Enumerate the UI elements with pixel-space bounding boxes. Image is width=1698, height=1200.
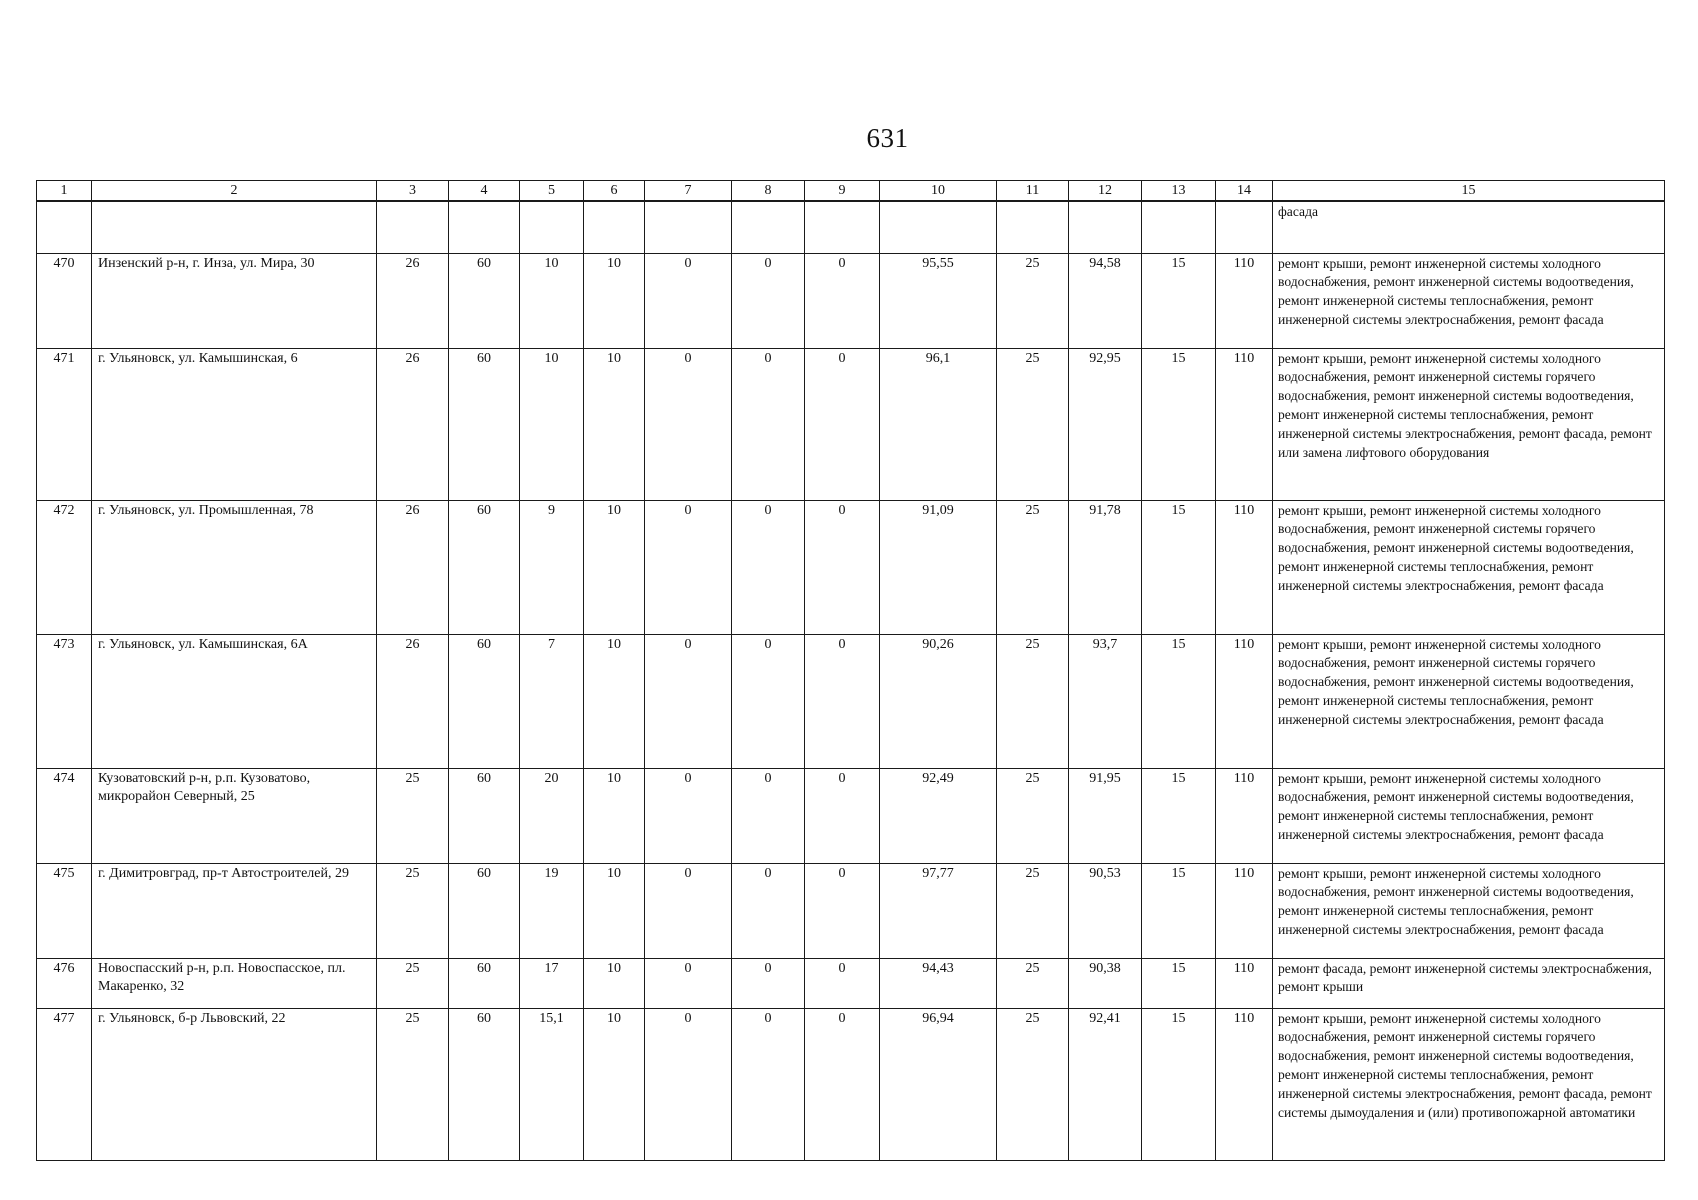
row-number-cell: 477 [37,1008,92,1160]
works-cell: ремонт крыши, ремонт инженерной системы холодного водоснабжения, ремонт инженерной системы горячего водоснабжения, ремонт инженерной системы водоотведения, ремонт инженерной системы теплоснабжения, ремонт инженерной системы электроснабжения, ремонт фасада [1273,500,1665,634]
address-cell: г. Димитровград, пр-т Автостроителей, 29 [92,863,377,958]
value-cell-c9: 0 [805,634,880,768]
value-cell-c6: 10 [584,634,645,768]
value-cell-c14: 110 [1216,500,1273,634]
value-cell-c6: 10 [584,500,645,634]
value-cell-c11: 25 [997,348,1069,500]
value-cell-c10: 96,1 [880,348,997,500]
value-cell-c12: 92,95 [1069,348,1142,500]
value-cell-c8: 0 [732,500,805,634]
column-header: 13 [1142,181,1216,202]
table-row [37,1008,1665,1160]
value-cell-c9: 0 [805,253,880,348]
value-cell-c9: 0 [805,348,880,500]
page-number: 631 [866,123,909,153]
value-cell-c4: 60 [449,863,520,958]
value-cell-c8: 0 [732,863,805,958]
value-cell-c8: 0 [732,768,805,863]
value-cell-c7: 0 [645,863,732,958]
value-cell-c5: 7 [520,634,584,768]
value-cell-c11: 25 [997,500,1069,634]
table-row [37,958,1665,1008]
value-cell-c14: 110 [1216,1008,1273,1160]
row-number-cell: 470 [37,253,92,348]
value-cell-c13: 15 [1142,863,1216,958]
value-cell-c4: 60 [449,253,520,348]
row-number-cell: 471 [37,348,92,500]
value-cell-c13: 15 [1142,253,1216,348]
value-cell-c5: 20 [520,768,584,863]
address-cell: г. Ульяновск, ул. Камышинская, 6 [92,348,377,500]
value-cell-c6: 10 [584,1008,645,1160]
table-row [37,863,1665,958]
value-cell-c5: 15,1 [520,1008,584,1160]
row-number-cell: 476 [37,958,92,1008]
value-cell-c7: 0 [645,253,732,348]
value-cell-c14: 110 [1216,768,1273,863]
address-cell: Новоспасский р-н, р.п. Новоспасское, пл. Макаренко, 32 [92,958,377,1008]
value-cell-c12: 91,78 [1069,500,1142,634]
value-cell-c12: 92,41 [1069,1008,1142,1160]
value-cell-c4: 60 [449,958,520,1008]
table-row [37,768,1665,863]
value-cell-c8: 0 [732,1008,805,1160]
value-cell-c8: 0 [732,348,805,500]
value-cell-c11: 25 [997,634,1069,768]
works-cell: ремонт крыши, ремонт инженерной системы холодного водоснабжения, ремонт инженерной системы водоотведения, ремонт инженерной системы теплоснабжения, ремонт инженерной системы электроснабжения, ремонт фасада [1273,863,1665,958]
value-cell-c9: 0 [805,958,880,1008]
table-row [37,348,1665,500]
value-cell-c9: 0 [805,768,880,863]
table-row [37,253,1665,348]
works-cell: ремонт крыши, ремонт инженерной системы холодного водоснабжения, ремонт инженерной системы горячего водоснабжения, ремонт инженерной системы водоотведения, ремонт инженерной системы теплоснабжения, ремонт инженерной системы электроснабжения, ремонт фасада, ремонт или замена лифтового оборудования [1273,348,1665,500]
value-cell-c5: 10 [520,348,584,500]
column-header: 7 [645,181,732,202]
value-cell-c13: 15 [1142,348,1216,500]
value-cell-c10: 90,26 [880,634,997,768]
value-cell-c12: 90,53 [1069,863,1142,958]
works-cell: ремонт крыши, ремонт инженерной системы холодного водоснабжения, ремонт инженерной системы горячего водоснабжения, ремонт инженерной системы водоотведения, ремонт инженерной системы теплоснабжения, ремонт инженерной системы электроснабжения, ремонт фасада [1273,634,1665,768]
value-cell-c14: 110 [1216,958,1273,1008]
value-cell-c10: 95,55 [880,253,997,348]
address-cell: г. Ульяновск, ул. Промышленная, 78 [92,500,377,634]
value-cell-c4: 60 [449,348,520,500]
value-cell-c14: 110 [1216,348,1273,500]
value-cell-c6: 10 [584,768,645,863]
value-cell-c4: 60 [449,768,520,863]
column-header: 9 [805,181,880,202]
value-cell-c10: 97,77 [880,863,997,958]
address-cell: Кузоватовский р-н, р.п. Кузоватово, микрорайон Северный, 25 [92,768,377,863]
table-row [37,500,1665,634]
column-header: 11 [997,181,1069,202]
value-cell-c9: 0 [805,863,880,958]
value-cell-c13: 15 [1142,500,1216,634]
value-cell-c9: 0 [805,500,880,634]
value-cell-c13: 15 [1142,768,1216,863]
value-cell-c14: 110 [1216,634,1273,768]
value-cell-c12: 91,95 [1069,768,1142,863]
capital-repair-table [36,180,1665,1161]
column-header: 3 [377,181,449,202]
column-header: 15 [1273,181,1665,202]
table-body [37,253,1665,1160]
column-header: 5 [520,181,584,202]
value-cell-c10: 91,09 [880,500,997,634]
value-cell-c6: 10 [584,958,645,1008]
value-cell-c3: 25 [377,768,449,863]
works-cell: ремонт фасада, ремонт инженерной системы электроснабжения, ремонт крыши [1273,958,1665,1008]
column-header: 14 [1216,181,1273,202]
value-cell-c7: 0 [645,768,732,863]
value-cell-c14: 110 [1216,253,1273,348]
value-cell-c5: 19 [520,863,584,958]
column-header: 2 [92,181,377,202]
column-header: 10 [880,181,997,202]
value-cell-c3: 25 [377,958,449,1008]
value-cell-c11: 25 [997,1008,1069,1160]
value-cell-c7: 0 [645,1008,732,1160]
value-cell-c10: 96,94 [880,1008,997,1160]
address-cell: Инзенский р-н, г. Инза, ул. Мира, 30 [92,253,377,348]
value-cell-c6: 10 [584,348,645,500]
value-cell-c10: 92,49 [880,768,997,863]
value-cell-c10: 94,43 [880,958,997,1008]
value-cell-c4: 60 [449,500,520,634]
column-number-header-row [37,181,1665,202]
value-cell-c4: 60 [449,1008,520,1160]
value-cell-c5: 17 [520,958,584,1008]
value-cell-c9: 0 [805,1008,880,1160]
value-cell-c11: 25 [997,958,1069,1008]
address-cell: г. Ульяновск, б-р Львовский, 22 [92,1008,377,1160]
value-cell-c7: 0 [645,500,732,634]
value-cell-c12: 90,38 [1069,958,1142,1008]
value-cell-c8: 0 [732,634,805,768]
value-cell-c3: 26 [377,634,449,768]
value-cell-c6: 10 [584,863,645,958]
value-cell-c12: 94,58 [1069,253,1142,348]
value-cell-c7: 0 [645,348,732,500]
column-header: 8 [732,181,805,202]
value-cell-c3: 25 [377,1008,449,1160]
value-cell-c7: 0 [645,958,732,1008]
value-cell-c11: 25 [997,863,1069,958]
value-cell-c14: 110 [1216,863,1273,958]
value-cell-c12: 93,7 [1069,634,1142,768]
value-cell-c5: 9 [520,500,584,634]
value-cell-c5: 10 [520,253,584,348]
works-cell: ремонт крыши, ремонт инженерной системы холодного водоснабжения, ремонт инженерной системы водоотведения, ремонт инженерной системы теплоснабжения, ремонт инженерной системы электроснабжения, ремонт фасада [1273,768,1665,863]
column-header: 1 [37,181,92,202]
carryover-row [37,201,1665,253]
value-cell-c13: 15 [1142,1008,1216,1160]
value-cell-c11: 25 [997,253,1069,348]
column-header: 12 [1069,181,1142,202]
works-cell: фасада [1273,201,1665,253]
value-cell-c13: 15 [1142,634,1216,768]
value-cell-c13: 15 [1142,958,1216,1008]
value-cell-c3: 26 [377,253,449,348]
value-cell-c3: 25 [377,863,449,958]
row-number-cell: 475 [37,863,92,958]
value-cell-c6: 10 [584,253,645,348]
works-cell: ремонт крыши, ремонт инженерной системы холодного водоснабжения, ремонт инженерной системы водоотведения, ремонт инженерной системы теплоснабжения, ремонт инженерной системы электроснабжения, ремонт фасада [1273,253,1665,348]
column-header: 4 [449,181,520,202]
value-cell-c3: 26 [377,500,449,634]
table-row [37,634,1665,768]
value-cell-c4: 60 [449,634,520,768]
address-cell: г. Ульяновск, ул. Камышинская, 6А [92,634,377,768]
column-header: 6 [584,181,645,202]
value-cell-c8: 0 [732,958,805,1008]
value-cell-c7: 0 [645,634,732,768]
value-cell-c8: 0 [732,253,805,348]
value-cell-c3: 26 [377,348,449,500]
value-cell-c11: 25 [997,768,1069,863]
works-cell: ремонт крыши, ремонт инженерной системы холодного водоснабжения, ремонт инженерной системы горячего водоснабжения, ремонт инженерной системы водоотведения, ремонт инженерной системы теплоснабжения, ремонт инженерной системы электроснабжения, ремонт фасада, ремонт системы дымоудаления и (или) противопожарной автоматики [1273,1008,1665,1160]
row-number-cell: 472 [37,500,92,634]
row-number-cell: 473 [37,634,92,768]
row-number-cell: 474 [37,768,92,863]
